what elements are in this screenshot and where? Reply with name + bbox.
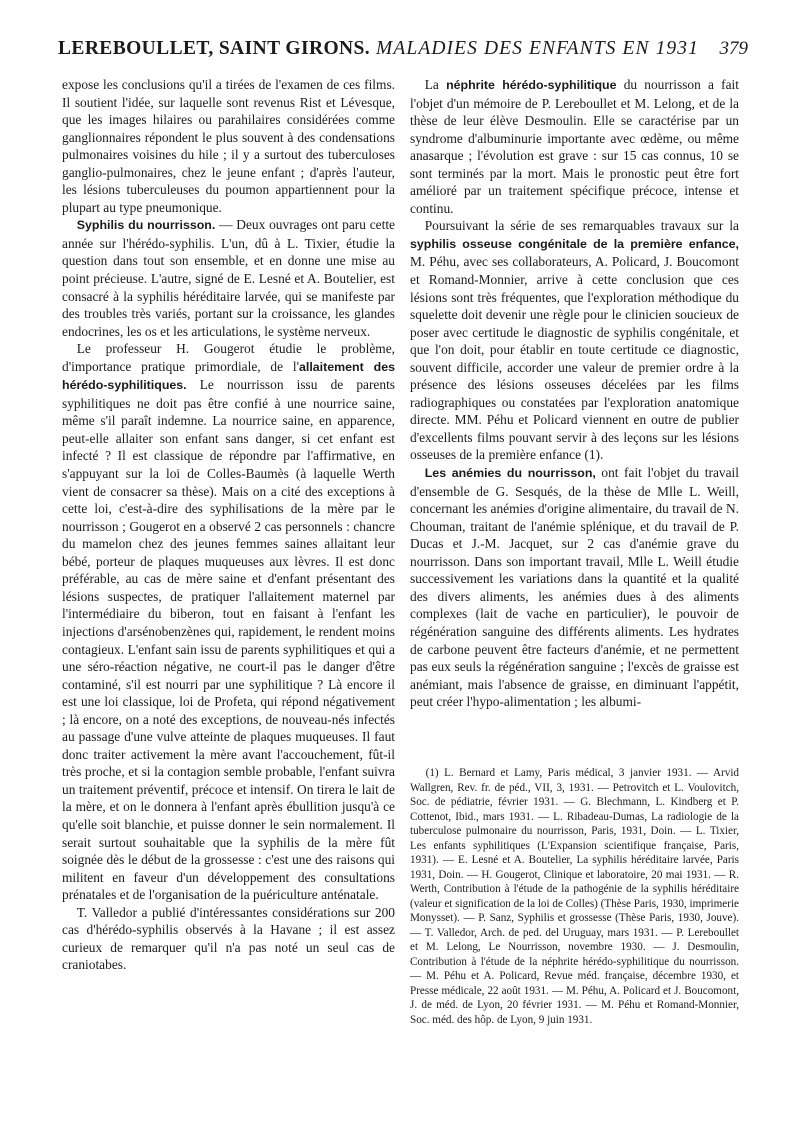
paragraph-nephrite [410,76,739,217]
section-heading: Les anémies du nourrisson, [424,466,596,481]
right-column [410,76,739,711]
paragraph: T. Valledor a publié d'intéressantes considérations sur 200 cas d'hérédo-syphilis observés à la Havane ; il est assez curieux de remarquer qu'il n'a pas noté un seul cas de craniotabes. [62,904,395,973]
footnote: (1) L. Bernard et Lamy, Paris médical, 3 janvier 1931. — Arvid Wallgren, Rev. fr. de péd., VII, 3, 1931. — Petrovitch et L. Voulovitch, Soc. de pédiatrie, février 1931. — G. Blechmann, L. Kindberg et P. Cottenot, Ibid., mars 1931. — L. Ribadeau-Dumas, La radiologie de la tuberculose pulmonaire du nourrisson, Paris, 1931, Doin. — L. Tixier, Les enfants syphilitiques (L'Expansion scientifique française, Paris, 1931). — E. Lesné et A. Boutelier, La syphilis héréditaire larvée, Paris 1931, Doin. — H. Gougerot, Clinique et laboratoire, 20 mai 1931. — R. Werth, Contribution à l'étude de la pathogénie de la syphilis héréditaire (valeur et signification de la loi de Colles) (Thèse Paris, 1930, imprimerie Monysset). — P. Sanz, Syphilis et grossesse (Thèse Paris, 1930, Jouve). — T. Valledor, Arch. de ped. del Uruguay, mars 1931. — P. Lereboullet et M. Lelong, Le Nourrisson, novembre 1930. — J. Desmoulin, Contribution à l'étude de la néphrite hérédo-syphilitique du nourrisson. — M. Péhu et A. Policard, Revue méd. française, décembre 1930, et Presse médicale, 22 août 1931. — M. Péhu, A. Policard et J. Boucomont, J. de méd. de Lyon, 20 février 1931. — M. Péhu et Romand-Monnier, Soc. méd. des hôp. de Lyon, 9 juin 1931. [410,767,739,1026]
paragraph-text: ont fait l'objet du travail d'ensemble de G. Sesqués, de la thèse de Mlle L. Weill, concernant les anémies d'origine alimentaire, du travail de N. Chouman, traitant de l'anémie splénique, et du travail de P. Ducas et J.-M. Jacquet, sur 2 cas d'anémie grave du nourrisson. Dans son important travail, Mlle L. Weill étudie successivement les variations dans la quantité et la qualité des divers aliments, les anémies dues à des aliments complexes (lait de vache en particulier), le pouvoir de régénération sanguine des différents aliments. Les hydrates de carbone peuvent être facteurs d'anémie, et ne permettent pas eux seuls la régénération sanguine ; l'excès de graisse est anémiant, mais l'absence de graisse, en diminuant l'appétit, peut créer l'hypo-alimentation ; les albumi- [410,465,739,710]
paragraph-text: du nourrisson a fait l'objet d'un mémoire de P. Lereboullet et M. Lelong, et de la thèse de leur élève Desmoulin. Elle se caractérise par un syndrome d'albuminurie importante avec œdème, ou même anasarque ; l'évolution est grave : sur 15 cas connus, 10 se sont terminés par la mort. Mais le pronostic peut être fort amélioré par un traitement spécifique précoce, intense et continu. [410,77,739,216]
paragraph-text: Le professeur H. Gougerot étudie le problème, d'importance pratique primordiale, de l' [62,341,395,374]
paragraph-allaitement [62,340,395,904]
paragraph-syphilis-osseuse [410,217,739,464]
header-title: MALADIES DES ENFANTS EN 1931 [376,38,699,59]
running-header [58,38,748,68]
bold-term: allaitement des hérédo-syphilitiques. [62,359,395,393]
left-column [62,76,395,974]
paragraph-anemies [410,464,739,711]
paragraph-text: La [424,77,447,92]
bold-term: néphrite hérédo-syphilitique [446,78,617,92]
page-number: 379 [719,38,748,59]
paragraph: expose les conclusions qu'il a tirées de l'examen de ces films. Il soutient l'idée, sur laquelle sont revenus Rist et Lévesque, que les images hilaires ou parahilaires considérées comme ganglionnaires répondent le plus souvent à des condensations pulmonaires voisines du hile ; il y a surtout des tuberculoses ganglio-pulmonaires, chez le jeune enfant ; d'après l'auteur, les lésions tuberculeuses du poumon appartiennent pour la plupart au type pneumonique. [62,77,395,215]
paragraph-text: M. Péhu, avec ses collaborateurs, A. Policard, J. Boucomont et Romand-Monnier, arrive à cette conclusion que ces lésions sont très fréquentes, que l'exploration méthodique du squelette doit devenir une règle pour le clinicien soucieux de poser avec certitude le diagnostic de syphilis congénitale, et que l'on doit, pour établir en toute certitude ce diagnostic, souvent difficile, accorder une valeur de premier ordre à la présence des lésions osseuses décelées par les films radiographiques ou constatées par l'exploration anatomique directe. MM. Péhu et Policard viennent en outre de publier d'excellents films pouvant servir à des leçons sur les lésions osseuses de la première enfance (1). [410,254,739,463]
header-authors: LEREBOULLET, SAINT GIRONS. [58,38,371,59]
paragraph-text: Le nourrisson issu de parents syphilitiques ne doit pas être confié à une nourrice saine, même s'il paraît indemne. La nourrice saine, en apparence, peut-elle allaiter son enfant sans danger, si cet enfant est infecté ? Il est classique de répondre par l'affirmative, en s'appuyant sur la loi de Colles-Baumès (à laquelle Werth vient de consacrer sa thèse). Mais on a cité des exceptions à cette loi, c'est-à-dire des syphilisations de la mère par le nourrisson ; Gougerot en a observé 2 cas personnels : chancre du mamelon chez des jeunes femmes saines allaitant leur bébé, porteur de plaques muqueuses aux lèvres. Il est donc préférable, au cas de mère saine et d'enfant présentant des lésions suspectes, de pratiquer l'allaitement maternel par l'intermédiaire du biberon, tout en faisant à l'enfant les injections d'arsénobenzènes qui, rapidement, le rendent moins contagieux. L'enfant sain issu de parents syphilitiques et qui a une séro-réaction négative, ne court-il pas le danger d'être contaminé, s'il est nourri par une syphilitique ? Là encore il est une loi classique, loi de Profeta, qui répond négativement ; là encore, on a noté des exceptions, de nouveau-nés infectés au passage d'une vulve atteinte de plaques muqueuses. Il faut donc traiter activement la mère avant l'accouchement, fût-il très proche, et si la contagion semble probable, l'enfant suivra un traitement préventif, précoce et intensif. On tirera le lait de la mère, et on le donnera à l'enfant après ébullition jusqu'à ce qu'elle soit blanchie, et puisse donner le sein normalement. Il serait surtout souhaitable que la syphilis de la mère fût soignée dès le début de la grossesse : c'est une des raisons qui militent en faveur d'un développement des consultations prénatales et de l'organisation de la puériculture anténatale. [62,377,395,903]
section-heading: Syphilis du nourrisson. [76,218,216,233]
paragraph-text: — Deux ouvrages ont paru cette année sur l'hérédo-syphilis. L'un, dû à L. Tixier, étudie la question dans tout son ensemble, et en donne une mise au point précieuse. L'autre, signé de E. Lesné et A. Boutelier, est consacré à la syphilis héréditaire larvée, qui se manifeste par des troubles très variés, portant sur la croissance, les glandes endocrines, les os et les articulations, le système nerveux. [62,217,395,339]
bold-term: syphilis osseuse congénitale de la première enfance, [410,236,739,251]
footnotes [410,766,739,1027]
paragraph-text: Poursuivant la série de ses remarquables travaux sur la [424,218,739,234]
paragraph-syphilis [62,216,395,340]
